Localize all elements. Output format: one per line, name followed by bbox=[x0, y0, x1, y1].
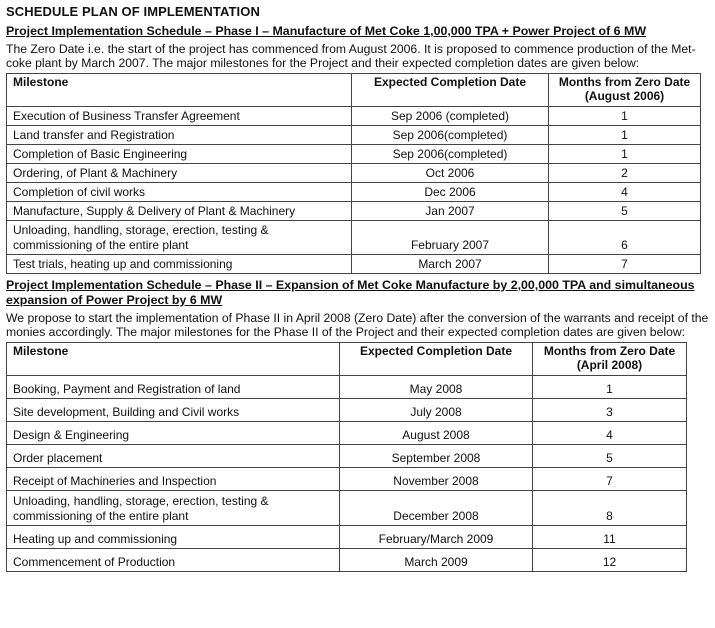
months-cell: 1 bbox=[549, 126, 701, 145]
months-cell: 1 bbox=[549, 107, 701, 126]
months-cell: 6 bbox=[549, 221, 701, 255]
table-row bbox=[7, 202, 701, 221]
milestone-cell: Land transfer and Registration bbox=[7, 126, 352, 145]
milestone-cell: Test trials, heating up and commissioning bbox=[7, 255, 352, 274]
date-cell: May 2008 bbox=[340, 376, 533, 399]
column-header-months: Months from Zero Date (August 2006) bbox=[549, 74, 701, 107]
table-header-row bbox=[7, 343, 687, 376]
date-cell: Dec 2006 bbox=[352, 183, 549, 202]
phase1-section bbox=[6, 24, 709, 274]
column-header-months: Months from Zero Date (April 2008) bbox=[533, 343, 687, 376]
table-row bbox=[7, 526, 687, 549]
months-cell: 1 bbox=[549, 145, 701, 164]
milestone-cell: Site development, Building and Civil works bbox=[7, 399, 340, 422]
milestone-cell: Commencement of Production bbox=[7, 549, 340, 572]
table-row bbox=[7, 126, 701, 145]
phase2-table bbox=[6, 342, 687, 572]
column-header-date: Expected Completion Date bbox=[352, 74, 549, 107]
milestone-cell: Unloading, handling, storage, erection, testing & commissioning of the entire plant bbox=[7, 491, 340, 526]
table-row bbox=[7, 468, 687, 491]
date-cell: February 2007 bbox=[352, 221, 549, 255]
months-cell: 4 bbox=[549, 183, 701, 202]
milestone-cell: Booking, Payment and Registration of land bbox=[7, 376, 340, 399]
milestone-cell: Design & Engineering bbox=[7, 422, 340, 445]
milestone-cell: Heating up and commissioning bbox=[7, 526, 340, 549]
milestone-cell: Receipt of Machineries and Inspection bbox=[7, 468, 340, 491]
milestone-cell: Order placement bbox=[7, 445, 340, 468]
column-header-date: Expected Completion Date bbox=[340, 343, 533, 376]
table-row bbox=[7, 376, 687, 399]
date-cell: Jan 2007 bbox=[352, 202, 549, 221]
table-row bbox=[7, 183, 701, 202]
table-row bbox=[7, 491, 687, 526]
phase1-heading: Project Implementation Schedule – Phase I – Manufacture of Met Coke 1,00,000 TPA + Power Project of 6 MW bbox=[6, 24, 647, 38]
date-cell: March 2009 bbox=[340, 549, 533, 572]
table-header-row bbox=[7, 74, 701, 107]
table-row bbox=[7, 422, 687, 445]
months-cell: 12 bbox=[533, 549, 687, 572]
date-cell: August 2008 bbox=[340, 422, 533, 445]
milestone-cell: Unloading, handling, storage, erection, testing & commissioning of the entire plant bbox=[7, 221, 352, 255]
table-row bbox=[7, 107, 701, 126]
table-row bbox=[7, 549, 687, 572]
page-title: SCHEDULE PLAN OF IMPLEMENTATION bbox=[6, 4, 260, 19]
date-cell: September 2008 bbox=[340, 445, 533, 468]
months-cell: 11 bbox=[533, 526, 687, 549]
column-header-milestone: Milestone bbox=[7, 343, 340, 376]
phase2-section bbox=[6, 278, 709, 572]
table-row bbox=[7, 164, 701, 183]
column-header-milestone: Milestone bbox=[7, 74, 352, 107]
document-page bbox=[6, 4, 709, 572]
date-cell: July 2008 bbox=[340, 399, 533, 422]
date-cell: Sep 2006(completed) bbox=[352, 145, 549, 164]
phase2-heading: Project Implementation Schedule – Phase II – Expansion of Met Coke Manufacture by 2,00,000 TPA and simultaneous expansion of Power Project by 6 MW bbox=[6, 278, 695, 307]
milestone-cell: Completion of civil works bbox=[7, 183, 352, 202]
milestone-cell: Execution of Business Transfer Agreement bbox=[7, 107, 352, 126]
months-cell: 3 bbox=[533, 399, 687, 422]
months-cell: 2 bbox=[549, 164, 701, 183]
date-cell: December 2008 bbox=[340, 491, 533, 526]
phase2-intro: We propose to start the implementation of Phase II in April 2008 (Zero Date) after the conversion of the warrants and receipt of the monies accordingly. The major milestones for the Phase II of the Project and their expected completion dates are given below: bbox=[6, 311, 709, 339]
months-cell: 1 bbox=[533, 376, 687, 399]
months-cell: 5 bbox=[533, 445, 687, 468]
phase1-intro: The Zero Date i.e. the start of the project has commenced from August 2006. It is proposed to commence production of the Met-coke plant by March 2007. The major milestones for the Project and their expected completion dates are given below: bbox=[6, 42, 696, 70]
milestone-cell: Ordering, of Plant & Machinery bbox=[7, 164, 352, 183]
months-cell: 8 bbox=[533, 491, 687, 526]
table-row bbox=[7, 445, 687, 468]
date-cell: Sep 2006(completed) bbox=[352, 126, 549, 145]
date-cell: March 2007 bbox=[352, 255, 549, 274]
months-cell: 7 bbox=[549, 255, 701, 274]
date-cell: November 2008 bbox=[340, 468, 533, 491]
milestone-cell: Completion of Basic Engineering bbox=[7, 145, 352, 164]
table-row bbox=[7, 221, 701, 255]
phase1-table bbox=[6, 73, 701, 274]
months-cell: 7 bbox=[533, 468, 687, 491]
date-cell: Sep 2006 (completed) bbox=[352, 107, 549, 126]
table-row bbox=[7, 399, 687, 422]
table-row bbox=[7, 255, 701, 274]
milestone-cell: Manufacture, Supply & Delivery of Plant & Machinery bbox=[7, 202, 352, 221]
date-cell: Oct 2006 bbox=[352, 164, 549, 183]
date-cell: February/March 2009 bbox=[340, 526, 533, 549]
table-row bbox=[7, 145, 701, 164]
months-cell: 5 bbox=[549, 202, 701, 221]
months-cell: 4 bbox=[533, 422, 687, 445]
